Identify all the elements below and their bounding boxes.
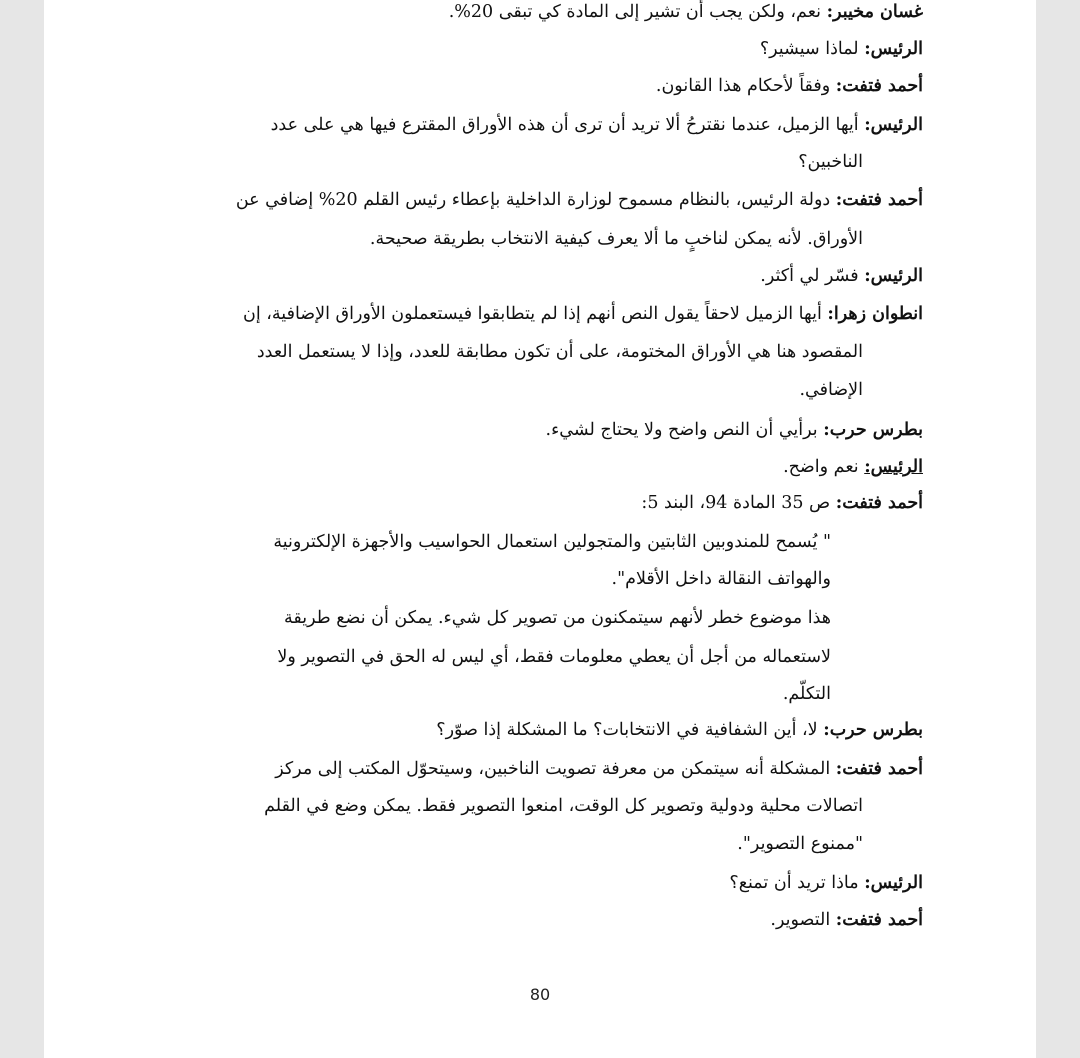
speaker-name: أحمد فتفت: bbox=[835, 910, 923, 930]
speech-text: أيها الزميل لاحقاً يقول النص أنهم إذا لم يتطابقوا فيستعملون الأوراق الإضافية، إن bbox=[243, 304, 822, 324]
speaker-name: انطوان زهرا: bbox=[827, 304, 923, 324]
quoted-text: " يُسمح للمندوبين الثابتين والمتجولين استعمال الحواسيب والأجهزة الإلكترونية bbox=[273, 532, 831, 552]
dialogue-entry bbox=[271, 113, 923, 137]
speaker-name: الرئيس: bbox=[864, 457, 923, 477]
speaker-name: أحمد فتفت: bbox=[835, 190, 923, 210]
comment-text: التكلّم. bbox=[782, 684, 831, 704]
speech-continuation: الإضافي. bbox=[799, 380, 863, 400]
dialogue-entry bbox=[243, 302, 923, 326]
speech-continuation: اتصالات محلية ودولية وتصوير كل الوقت، امنعوا التصوير فقط. يمكن وضع في القلم bbox=[264, 796, 863, 816]
speech-continuation: المقصود هنا هي الأوراق المختومة، على أن تكون مطابقة للعدد، وإذا لا يستعمل العدد bbox=[256, 342, 863, 362]
speaker-name: أحمد فتفت: bbox=[835, 493, 923, 513]
dialogue-entry bbox=[449, 0, 923, 24]
speaker-name: الرئيس: bbox=[864, 873, 923, 893]
speech-text: لا، أين الشفافية في الانتخابات؟ ما المشكلة إذا صوّر؟ bbox=[436, 720, 818, 740]
speech-continuation: الأوراق. لأنه يمكن لناخبٍ ما ألا يعرف كيفية الانتخاب بطريقة صحيحة. bbox=[369, 229, 863, 249]
page-number: 80 bbox=[529, 985, 551, 1004]
dialogue-entry bbox=[641, 491, 923, 515]
speaker-name: الرئيس: bbox=[864, 39, 923, 59]
speech-text: دولة الرئيس، بالنظام مسموح لوزارة الداخلية بإعطاء رئيس القلم 20% إضافي عن bbox=[235, 190, 831, 210]
speech-text: ص 35 المادة 94، البند 5: bbox=[641, 493, 831, 513]
speaker-name: أحمد فتفت: bbox=[835, 76, 923, 96]
dialogue-entry bbox=[770, 908, 923, 932]
speech-text: نعم واضح. bbox=[783, 457, 859, 477]
speech-text: المشكلة أنه سيتمكن من معرفة تصويت الناخبين، وسيتحوّل المكتب إلى مركز bbox=[275, 759, 831, 779]
speaker-name: الرئيس: bbox=[864, 266, 923, 286]
speaker-name: بطرس حرب: bbox=[823, 420, 923, 440]
speech-text: نعم، ولكن يجب أن تشير إلى المادة كي تبقى 20%. bbox=[448, 2, 822, 22]
dialogue-entry bbox=[760, 37, 923, 61]
speech-text: فسّر لي أكثر. bbox=[760, 266, 859, 286]
speech-text: التصوير. bbox=[770, 910, 831, 930]
dialogue-entry bbox=[436, 718, 923, 742]
speech-continuation: الناخبين؟ bbox=[798, 152, 863, 172]
document-page bbox=[44, 0, 1036, 1058]
speaker-name: بطرس حرب: bbox=[823, 720, 923, 740]
speech-text: أيها الزميل، عندما نقترحُ ألا تريد أن ترى أن هذه الأوراق المقترع فيها هي على عدد bbox=[270, 115, 859, 135]
speech-text: لماذا سيشير؟ bbox=[759, 39, 859, 59]
quoted-text: والهواتف النقالة داخل الأقلام". bbox=[611, 569, 831, 589]
speech-text: ماذا تريد أن تمنع؟ bbox=[729, 873, 859, 893]
dialogue-entry bbox=[275, 757, 923, 781]
speech-text: وفقاً لأحكام هذا القانون. bbox=[655, 76, 831, 96]
dialogue-entry bbox=[760, 264, 923, 288]
speaker-name: غسان مخيبر: bbox=[826, 2, 923, 22]
dialogue-entry bbox=[546, 418, 923, 442]
dialogue-entry bbox=[656, 74, 923, 98]
dialogue-entry bbox=[729, 871, 923, 895]
dialogue-entry bbox=[236, 188, 923, 212]
speaker-name: أحمد فتفت: bbox=[835, 759, 923, 779]
speech-continuation: "ممنوع التصوير". bbox=[737, 834, 863, 854]
speech-text: برأيي أن النص واضح ولا يحتاج لشيء. bbox=[545, 420, 818, 440]
comment-text: هذا موضوع خطر لأنهم سيتمكنون من تصوير كل شيء. يمكن أن نضع طريقة bbox=[283, 608, 831, 628]
dialogue-entry bbox=[783, 455, 923, 479]
speaker-name: الرئيس: bbox=[864, 115, 923, 135]
comment-text: لاستعماله من أجل أن يعطي معلومات فقط، أي ليس له الحق في التصوير ولا bbox=[277, 647, 831, 667]
